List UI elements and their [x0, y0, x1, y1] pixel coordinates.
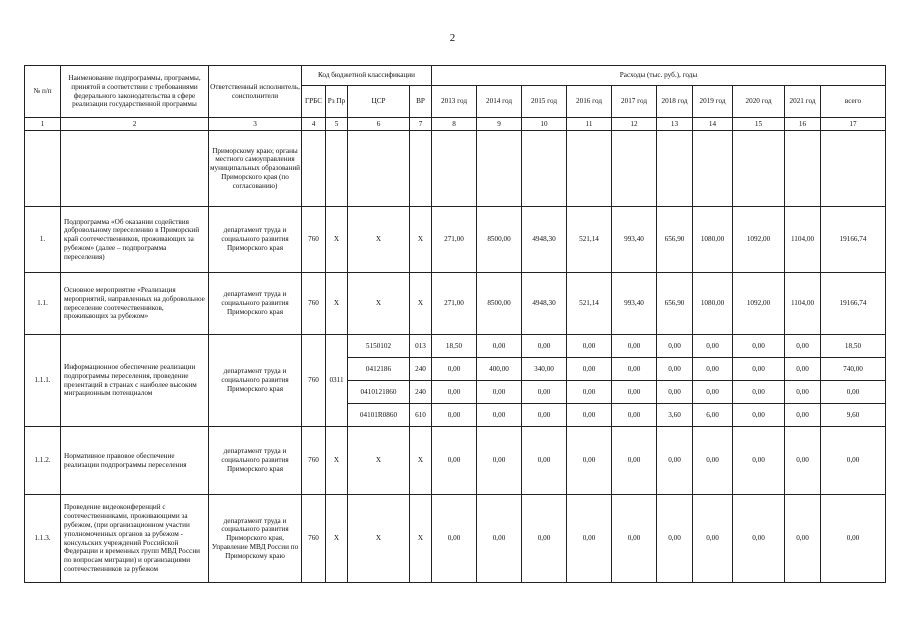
- row-value: 0,00: [567, 404, 612, 427]
- row-grbs: 760: [302, 335, 326, 427]
- row-value: 18,50: [432, 335, 477, 358]
- row-value: 0,00: [612, 404, 657, 427]
- row-value: 1104,00: [785, 273, 821, 335]
- row-value: 0,00: [477, 427, 522, 495]
- row-value: 0,00: [657, 335, 693, 358]
- row-value: 0,00: [693, 335, 733, 358]
- row-value: 0,00: [477, 495, 522, 583]
- header-year: 2015 год: [522, 86, 567, 118]
- row-rzpr: X: [326, 427, 348, 495]
- row-value: 4948,30: [522, 207, 567, 273]
- table-row: [25, 207, 886, 273]
- row-value: 3,60: [657, 404, 693, 427]
- column-number: 2: [61, 118, 209, 131]
- row-value: 0,00: [477, 381, 522, 404]
- budget-table: [24, 65, 886, 583]
- empty-cell: [693, 131, 733, 207]
- row-value: 0,00: [612, 495, 657, 583]
- row-csr: 0412186: [348, 358, 410, 381]
- header-year: 2021 год: [785, 86, 821, 118]
- row-value: 19166,74: [821, 207, 886, 273]
- cont-executor: Приморскому краю; органы местного самоуправления муниципальных образований Приморского края (по согласованию): [209, 131, 302, 207]
- row-value: 0,00: [785, 427, 821, 495]
- column-number: 9: [477, 118, 522, 131]
- row-value: 1092,00: [733, 207, 785, 273]
- row-value: 0,00: [657, 358, 693, 381]
- header-budget-code: Код бюджетной классификации: [302, 66, 432, 86]
- row-value: 656,90: [657, 273, 693, 335]
- row-value: 6,00: [693, 404, 733, 427]
- row-value: 740,00: [821, 358, 886, 381]
- row-rzpr: X: [326, 207, 348, 273]
- row-name: Информационное обеспечение реализации подпрограммы переселения, проведение презентаций в странах с наиболее высоким миграционным потенциалом: [61, 335, 209, 427]
- row-executor: департамент труда и социального развития Приморского края: [209, 335, 302, 427]
- row-value: 521,14: [567, 273, 612, 335]
- empty-cell: [432, 131, 477, 207]
- row-name: Основное мероприятие «Реализация мероприятий, направленных на добровольное переселение соотечественников, проживающих за рубежом»: [61, 273, 209, 335]
- header-rzpr: Рз Пр: [326, 86, 348, 118]
- row-value: 0,00: [821, 381, 886, 404]
- row-value: 0,00: [657, 427, 693, 495]
- table-row: [25, 273, 886, 335]
- empty-cell: [302, 131, 326, 207]
- column-number: 6: [348, 118, 410, 131]
- empty-cell: [612, 131, 657, 207]
- row-value: 8500,00: [477, 207, 522, 273]
- page-number: 2: [449, 32, 456, 44]
- cont-num: [25, 131, 61, 207]
- column-number: 13: [657, 118, 693, 131]
- row-value: 0,00: [612, 358, 657, 381]
- row-value: 0,00: [522, 335, 567, 358]
- row-value: 0,00: [785, 381, 821, 404]
- row-value: 0,00: [785, 358, 821, 381]
- row-executor: департамент труда и социального развития Приморского края: [209, 207, 302, 273]
- row-value: 0,00: [612, 381, 657, 404]
- row-executor: департамент труда и социального развития Приморского края, Управление МВД России по Приморскому краю: [209, 495, 302, 583]
- column-number: 5: [326, 118, 348, 131]
- empty-cell: [348, 131, 410, 207]
- column-number: 11: [567, 118, 612, 131]
- header-year: 2019 год: [693, 86, 733, 118]
- header-name: Наименование подпрограммы, программы, принятой в соответствии с требованиями федерального законодательства в сфере реализации государственной программы: [61, 66, 209, 118]
- row-vr: 240: [410, 358, 432, 381]
- header-vr: ВР: [410, 86, 432, 118]
- row-value: 340,00: [522, 358, 567, 381]
- row-name: Нормативное правовое обеспечение реализации подпрограммы переселения: [61, 427, 209, 495]
- header-year: 2020 год: [733, 86, 785, 118]
- row-value: 0,00: [657, 495, 693, 583]
- row-csr: X: [348, 427, 410, 495]
- row-csr: X: [348, 495, 410, 583]
- column-number: 15: [733, 118, 785, 131]
- row-value: 0,00: [693, 358, 733, 381]
- row-value: 0,00: [612, 335, 657, 358]
- empty-cell: [522, 131, 567, 207]
- column-number: 3: [209, 118, 302, 131]
- row-value: 0,00: [693, 495, 733, 583]
- row-number: 1.1.2.: [25, 427, 61, 495]
- row-value: 0,00: [693, 427, 733, 495]
- row-value: 0,00: [657, 381, 693, 404]
- row-value: 0,00: [733, 358, 785, 381]
- row-value: 0,00: [733, 381, 785, 404]
- row-number: 1.: [25, 207, 61, 273]
- row-rzpr: X: [326, 495, 348, 583]
- row-vr: 240: [410, 381, 432, 404]
- row-value: 0,00: [733, 335, 785, 358]
- row-csr: X: [348, 207, 410, 273]
- table-row: [25, 427, 886, 495]
- column-number: 10: [522, 118, 567, 131]
- row-value: 993,40: [612, 273, 657, 335]
- empty-cell: [477, 131, 522, 207]
- row-value: 656,90: [657, 207, 693, 273]
- column-number: 7: [410, 118, 432, 131]
- row-value: 271,00: [432, 207, 477, 273]
- row-value: 0,00: [821, 427, 886, 495]
- row-value: 0,00: [733, 495, 785, 583]
- row-value: 4948,30: [522, 273, 567, 335]
- row-value: 0,00: [477, 404, 522, 427]
- table-row: [25, 495, 886, 583]
- row-value: 1092,00: [733, 273, 785, 335]
- row-value: 8500,00: [477, 273, 522, 335]
- header-expenses: Расходы (тыс. руб.), годы: [432, 66, 886, 86]
- column-number: 16: [785, 118, 821, 131]
- row-value: 0,00: [567, 381, 612, 404]
- empty-cell: [410, 131, 432, 207]
- row-value: 993,40: [612, 207, 657, 273]
- header-executor: Ответственный исполнитель, соисполнители: [209, 66, 302, 118]
- row-name: Подпрограмма «Об оказании содействия добровольному переселению в Приморский край соотечественников, проживающих за рубежом» (далее – подпрограмма переселения): [61, 207, 209, 273]
- row-value: 18,50: [821, 335, 886, 358]
- row-value: 1080,00: [693, 273, 733, 335]
- header-year: всего: [821, 86, 886, 118]
- row-number: 1.1.: [25, 273, 61, 335]
- row-value: 9,60: [821, 404, 886, 427]
- row-vr: X: [410, 495, 432, 583]
- empty-cell: [821, 131, 886, 207]
- column-number: 1: [25, 118, 61, 131]
- row-value: 0,00: [567, 427, 612, 495]
- row-vr: X: [410, 273, 432, 335]
- row-value: 1080,00: [693, 207, 733, 273]
- row-value: 0,00: [733, 427, 785, 495]
- row-value: 0,00: [785, 404, 821, 427]
- row-grbs: 760: [302, 427, 326, 495]
- row-csr: 5150102: [348, 335, 410, 358]
- row-grbs: 760: [302, 273, 326, 335]
- column-number: 8: [432, 118, 477, 131]
- row-value: 0,00: [522, 381, 567, 404]
- row-name: Проведение видеоконференций с соотечественниками, проживающими за рубежом, (при организационном участии уполномоченных органов за рубежом - консульских учреждений Российской Федерации и временных групп МВД России по вопросам миграции) и организациями соотечественников за рубежом: [61, 495, 209, 583]
- column-number: 14: [693, 118, 733, 131]
- cont-name: [61, 131, 209, 207]
- row-vr: X: [410, 207, 432, 273]
- row-csr: X: [348, 273, 410, 335]
- row-value: 0,00: [785, 495, 821, 583]
- header-year: 2013 год: [432, 86, 477, 118]
- row-value: 1104,00: [785, 207, 821, 273]
- table-row: [25, 335, 886, 358]
- empty-cell: [733, 131, 785, 207]
- header-grbs: ГРБС: [302, 86, 326, 118]
- empty-cell: [326, 131, 348, 207]
- header-year: 2018 год: [657, 86, 693, 118]
- row-value: 0,00: [522, 427, 567, 495]
- row-value: 0,00: [432, 495, 477, 583]
- row-value: 0,00: [477, 335, 522, 358]
- empty-cell: [785, 131, 821, 207]
- row-vr: 013: [410, 335, 432, 358]
- row-csr: 0410121860: [348, 381, 410, 404]
- row-value: 0,00: [693, 381, 733, 404]
- row-executor: департамент труда и социального развития Приморского края: [209, 273, 302, 335]
- row-value: 0,00: [522, 495, 567, 583]
- row-value: 0,00: [522, 404, 567, 427]
- row-value: 521,14: [567, 207, 612, 273]
- row-value: 271,00: [432, 273, 477, 335]
- row-rzpr: 0311: [326, 335, 348, 427]
- row-value: 19166,74: [821, 273, 886, 335]
- row-grbs: 760: [302, 207, 326, 273]
- row-value: 0,00: [567, 335, 612, 358]
- empty-cell: [657, 131, 693, 207]
- row-number: 1.1.1.: [25, 335, 61, 427]
- row-value: 0,00: [432, 427, 477, 495]
- header-year: 2016 год: [567, 86, 612, 118]
- row-csr: 04101R0860: [348, 404, 410, 427]
- row-value: 0,00: [785, 335, 821, 358]
- header-year: 2017 год: [612, 86, 657, 118]
- row-value: 0,00: [432, 381, 477, 404]
- row-value: 0,00: [733, 404, 785, 427]
- empty-cell: [567, 131, 612, 207]
- header-year: 2014 год: [477, 86, 522, 118]
- header-csr: ЦСР: [348, 86, 410, 118]
- column-number: 17: [821, 118, 886, 131]
- row-value: 0,00: [567, 495, 612, 583]
- row-vr: X: [410, 427, 432, 495]
- row-rzpr: X: [326, 273, 348, 335]
- row-value: 0,00: [821, 495, 886, 583]
- row-value: 0,00: [612, 427, 657, 495]
- column-number: 4: [302, 118, 326, 131]
- row-value: 0,00: [432, 404, 477, 427]
- row-value: 0,00: [567, 358, 612, 381]
- row-executor: департамент труда и социального развития Приморского края: [209, 427, 302, 495]
- header-num: № п/п: [25, 66, 61, 118]
- row-vr: 610: [410, 404, 432, 427]
- row-number: 1.1.3.: [25, 495, 61, 583]
- row-grbs: 760: [302, 495, 326, 583]
- column-number: 12: [612, 118, 657, 131]
- row-value: 400,00: [477, 358, 522, 381]
- row-value: 0,00: [432, 358, 477, 381]
